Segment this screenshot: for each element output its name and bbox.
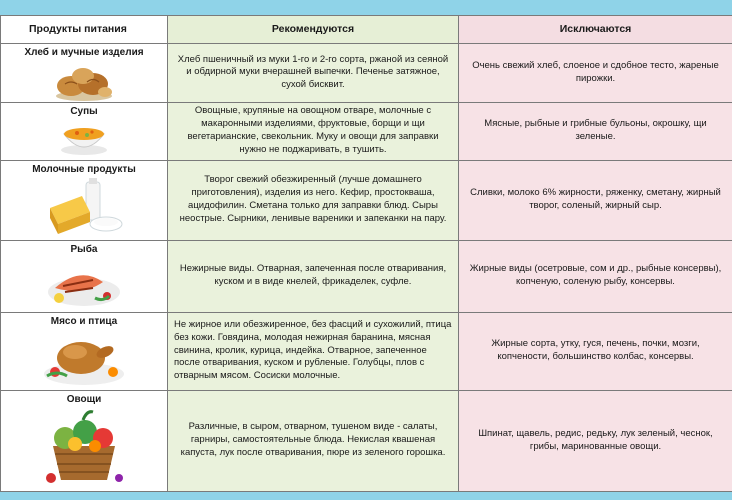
table-row: [1, 240, 732, 312]
food-cell: [1, 312, 168, 390]
excluded-cell: Жирные виды (осетровые, сом и др., рыбные консервы), копченую, соленую рыбу, консервы.: [459, 240, 732, 312]
table-row: [1, 390, 732, 491]
bread-icon: [53, 62, 115, 102]
soup-icon: [59, 120, 109, 156]
recommended-cell: Нежирные виды. Отварная, запеченная после отваривания, куском и в виде кнелей, фрикаделек, суфле.: [168, 240, 459, 312]
food-name: Рыба: [70, 243, 98, 255]
food-name: Супы: [70, 105, 98, 117]
food-name: Хлеб и мучные изделия: [24, 47, 144, 58]
table-row: [1, 102, 732, 160]
poultry-icon: [41, 330, 127, 386]
excluded-cell: Мясные, рыбные и грибные бульоны, окрошку, щи зеленые.: [459, 102, 732, 160]
diet-table: [0, 15, 732, 492]
food-cell: [1, 240, 168, 312]
dairy-icon: [44, 178, 124, 236]
recommended-cell: Овощные, крупяные на овощном отваре, молочные с макаронными изделиями, фруктовые, борщи и щи вегетарианские, свекольник. Муку и овощи для заправки нужно не поджаривать, в тушить.: [168, 102, 459, 160]
food-name: Мясо и птица: [50, 315, 118, 327]
recommended-cell: Различные, в сыром, отварном, тушеном виде - салаты, гарниры, самостоятельные блюда. Некислая квашеная капуста, лук после отваривания, пюре из зеленого горошка.: [168, 390, 459, 491]
table-row: [1, 160, 732, 240]
recommended-cell: Творог свежий обезжиренный (лучше домашнего приготовления), изделия из него. Кефир, простокваша, ацидофилин. Сметана только для заправки блюд. Сыры неострые. Сырники, ленивые вареники и запеканки на пару.: [168, 160, 459, 240]
excluded-cell: Очень свежий хлеб, слоеное и сдобное тесто, жареные пирожки.: [459, 44, 732, 103]
excluded-cell: Жирные сорта, утку, гуся, печень, почки, мозги, копчености, большинство колбас, консервы.: [459, 312, 732, 390]
table-row: [1, 44, 732, 103]
food-cell: [1, 390, 168, 491]
food-name: Овощи: [66, 393, 102, 405]
recommended-cell: Не жирное или обезжиренное, без фасций и сухожилий, птица без кожи. Говядина, молодая нежирная баранина, мясная свинина, кролик, курица, индейка. Отварное, запеченное после отваривания, куском и рубленые. Голубцы, плов с отварным мясом. Сосиски молочные.: [168, 312, 459, 390]
excluded-cell: Шпинат, щавель, редис, редьку, лук зеленый, чеснок, грибы, маринованные овощи.: [459, 390, 732, 491]
fish-icon: [45, 258, 123, 310]
table-row: [1, 312, 732, 390]
excluded-cell: Сливки, молоко 6% жирности, ряженку, сметану, жирный творог, соленый, жирный сыр.: [459, 160, 732, 240]
food-cell: [1, 44, 168, 103]
food-name: Молочные продукты: [32, 163, 136, 175]
header-excluded: Исключаются: [459, 16, 732, 44]
vegetables-icon: [39, 408, 129, 484]
header-products: Продукты питания: [1, 16, 168, 44]
recommended-cell: Хлеб пшеничный из муки 1-го и 2-го сорта, ржаной из сеяной и обдирной муки вчерашней выпечки. Печенье затяжное, сухой бисквит.: [168, 44, 459, 103]
header-recommended: Рекомендуются: [168, 16, 459, 44]
food-cell: [1, 160, 168, 240]
food-cell: [1, 102, 168, 160]
header-row: [1, 16, 732, 44]
